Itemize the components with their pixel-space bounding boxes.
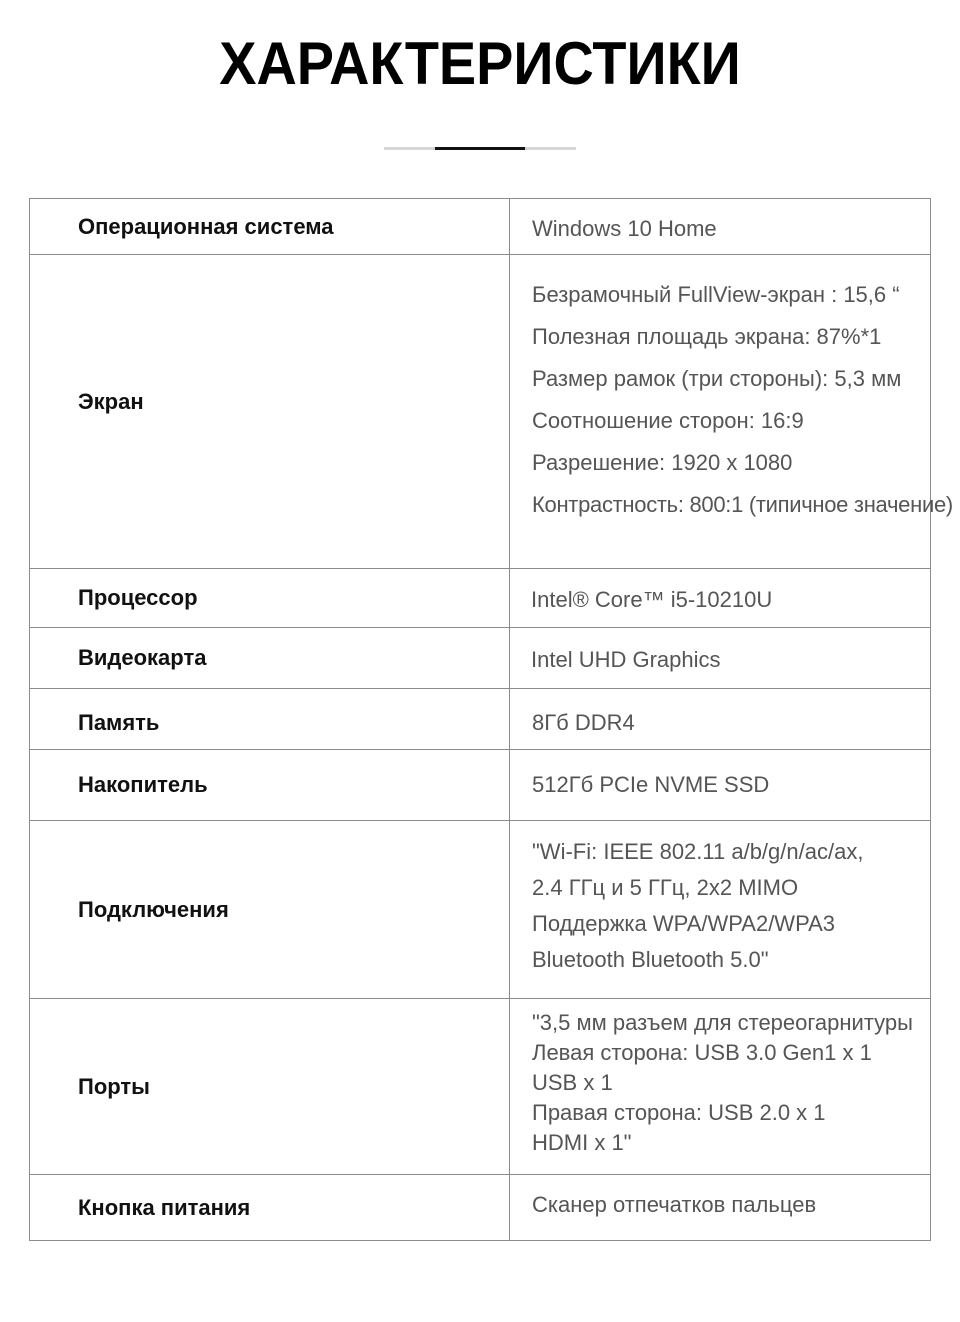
page-title: ХАРАКТЕРИСТИКИ — [219, 30, 741, 97]
row-label: Накопитель — [30, 750, 510, 821]
list-item: 2.4 ГГц и 5 ГГц, 2x2 MIMO — [532, 874, 799, 900]
table-row-ports — [30, 999, 931, 1175]
row-label: Порты — [30, 999, 510, 1175]
list-item: Левая сторона: USB 3.0 Gen1 x 1 — [532, 1039, 872, 1065]
row-label: Подключения — [30, 821, 510, 999]
list-item: Контрастность: 800:1 (типичное значение) — [532, 491, 953, 517]
list-item: Правая сторона: USB 2.0 x 1 — [532, 1099, 826, 1125]
row-value-list — [510, 255, 953, 569]
row-value: Intel UHD Graphics — [510, 628, 931, 689]
row-value-list — [510, 821, 931, 999]
row-label: Видеокарта — [30, 628, 510, 689]
table-row-gpu — [30, 628, 931, 689]
row-label: Память — [30, 689, 510, 750]
row-value-list — [510, 999, 931, 1175]
table-row-memory — [30, 689, 931, 750]
title-divider — [384, 147, 576, 150]
list-item: HDMI x 1" — [532, 1129, 632, 1155]
row-value: 8Гб DDR4 — [510, 689, 931, 750]
list-item: Bluetooth Bluetooth 5.0" — [532, 946, 769, 972]
table-row-os — [30, 199, 931, 255]
row-value: Сканер отпечатков пальцев — [510, 1175, 931, 1241]
table-row-screen — [30, 255, 931, 569]
row-label: Экран — [30, 255, 510, 569]
row-value: Intel® Core™ i5-10210U — [510, 569, 931, 628]
specs-table — [29, 198, 953, 1241]
row-label: Операционная система — [30, 199, 510, 255]
list-item: Полезная площадь экрана: 87%*1 — [532, 323, 882, 349]
list-item: Поддержка WPA/WPA2/WPA3 — [532, 910, 836, 936]
row-label: Кнопка питания — [30, 1175, 510, 1241]
list-item: USB x 1 — [532, 1069, 613, 1095]
row-label: Процессор — [30, 569, 510, 628]
table-row-power-button — [30, 1175, 931, 1241]
row-value: 512Гб PCIe NVME SSD — [510, 750, 931, 821]
list-item: Разрешение: 1920 x 1080 — [532, 449, 793, 475]
row-value: Windows 10 Home — [510, 199, 931, 255]
list-item: Размер рамок (три стороны): 5,3 мм — [532, 365, 902, 391]
list-item: "Wi-Fi: IEEE 802.11 a/b/g/n/ac/ax, — [532, 838, 864, 864]
list-item: Безрамочный FullView-экран : 15,6 “ — [532, 281, 900, 307]
table-row-connectivity — [30, 821, 931, 999]
list-item: "3,5 мм разъем для стереогарнитуры — [532, 1009, 913, 1035]
list-item: Соотношение сторон: 16:9 — [532, 407, 804, 433]
table-row-storage — [30, 750, 931, 821]
table-row-cpu — [30, 569, 931, 628]
title-divider-accent — [435, 147, 525, 150]
